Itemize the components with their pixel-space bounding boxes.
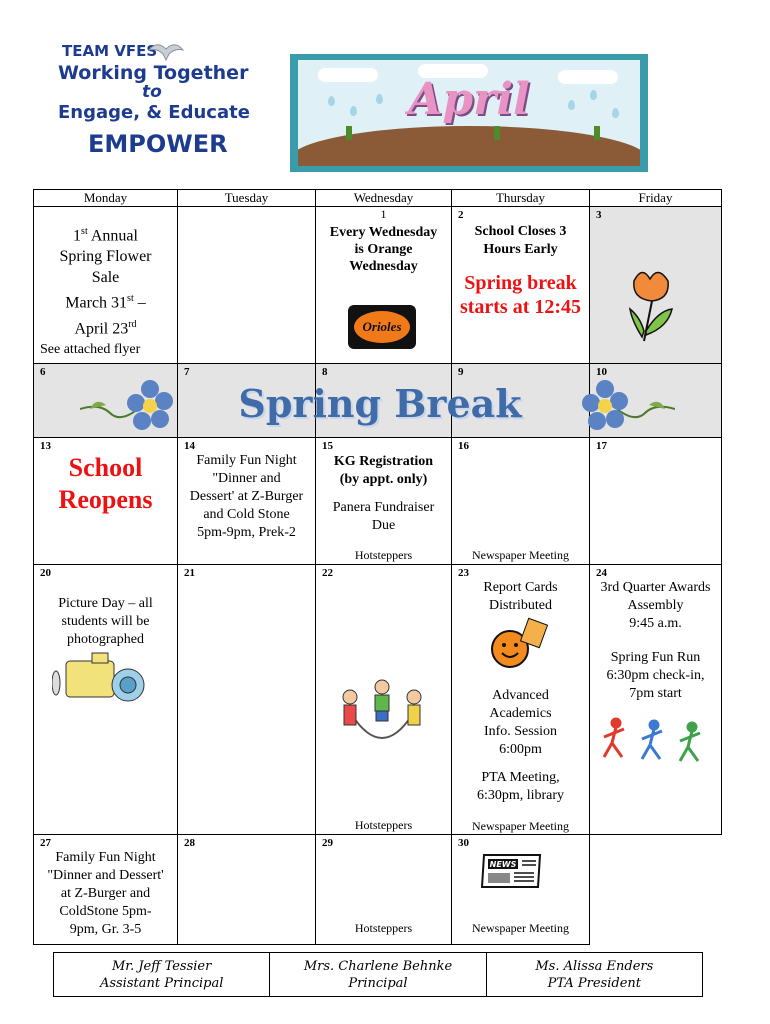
advanced-academics-event: Advanced Academics Info. Session 6:00pm	[483, 688, 558, 757]
day-cell-20	[34, 565, 178, 835]
signature-table	[53, 952, 703, 997]
spring-break-title: Spring Break	[238, 381, 522, 426]
week-row	[34, 835, 722, 945]
header-tuesday: Tuesday	[178, 190, 316, 207]
day-cell-blank	[178, 207, 316, 364]
april-banner	[290, 54, 648, 172]
day-cell-3	[590, 207, 722, 364]
picture-day-event: Picture Day – all students will be photographed	[58, 596, 153, 647]
day-cell-21	[178, 565, 316, 835]
day-number: 21	[184, 567, 195, 579]
april-calendar	[33, 189, 722, 945]
day-number: 3	[596, 209, 602, 221]
family-fun-night-event: Family Fun Night "Dinner and Dessert' at Z-Burger and ColdStone 5pm- 9pm, Gr. 3-5	[47, 850, 164, 937]
header-wednesday: Wednesday	[316, 190, 452, 207]
day-number: 7	[184, 366, 190, 378]
day-number: 20	[40, 567, 51, 579]
logo-to: to	[142, 82, 162, 102]
day-number: 23	[458, 567, 469, 579]
family-fun-night-event: Family Fun Night "Dinner and Dessert' at Z-Burger and Cold Stone 5pm-9pm, Prek-2	[189, 453, 304, 540]
day-cell-16	[452, 438, 590, 565]
day-cell-mar-31	[34, 207, 178, 364]
flyer-note: See attached flyer	[40, 342, 141, 357]
hotsteppers-label: Hotsteppers	[354, 548, 413, 562]
orioles-logo-icon: Orioles	[348, 305, 416, 349]
flower-left-icon	[80, 379, 180, 435]
calendar-header-row	[34, 190, 722, 207]
day-cell-30	[452, 835, 590, 945]
week-row	[34, 438, 722, 565]
day-number: 9	[458, 366, 464, 378]
day-cell-24	[590, 565, 722, 835]
day-number: 8	[322, 366, 328, 378]
signature-principal: Mrs. Charlene Behnke Principal	[270, 953, 486, 997]
week-row	[34, 207, 722, 364]
kg-registration-event: KG Registration (by appt. only)	[333, 454, 434, 487]
early-closing-event: School Closes 3 Hours Early	[474, 224, 567, 257]
day-cell-22	[316, 565, 452, 835]
day-cell-13	[34, 438, 178, 565]
panera-fundraiser-event: Panera Fundraiser Due	[332, 500, 435, 533]
hotsteppers-label: Hotsteppers	[354, 921, 413, 935]
header-friday: Friday	[590, 190, 722, 207]
newspaper-meeting-label: Newspaper Meeting	[472, 819, 569, 833]
header-thursday: Thursday	[452, 190, 590, 207]
runners-icon	[600, 717, 710, 765]
day-cell-14	[178, 438, 316, 565]
kids-jumping-rope-icon	[336, 675, 428, 749]
day-cell-2	[452, 207, 590, 364]
day-cell-1	[316, 207, 452, 364]
day-number: 15	[322, 440, 333, 452]
eagle-icon	[147, 40, 185, 62]
spring-fun-run-event: Spring Fun Run 6:30pm check-in, 7pm start	[606, 650, 705, 701]
day-number: 6	[40, 366, 46, 378]
day-number: 30	[458, 837, 469, 849]
week-row	[34, 565, 722, 835]
newspaper-meeting-label: Newspaper Meeting	[472, 921, 569, 935]
day-number: 28	[184, 837, 195, 849]
spring-break-notice: Spring break starts at 12:45	[459, 272, 582, 318]
awards-assembly-event: 3rd Quarter Awards Assembly 9:45 a.m.	[600, 580, 711, 631]
day-number: 10	[596, 366, 607, 378]
day-number: 17	[596, 440, 607, 452]
report-cards-event: Report Cards Distributed	[483, 580, 558, 613]
signature-assistant-principal: Mr. Jeff Tessier Assistant Principal	[54, 953, 270, 997]
camera-icon	[52, 647, 148, 707]
header-monday: Monday	[34, 190, 178, 207]
day-number: 22	[322, 567, 333, 579]
logo-working-together: Working Together	[58, 62, 249, 84]
tulip-icon	[624, 265, 680, 345]
day-number: 14	[184, 440, 195, 452]
newspaper-meeting-label: Newspaper Meeting	[472, 548, 569, 562]
day-number: 1	[380, 207, 387, 221]
team-vfes-logo	[52, 40, 250, 165]
day-cell-29	[316, 835, 452, 945]
day-number: 16	[458, 440, 469, 452]
banner-title: April	[408, 74, 530, 125]
logo-team-vfes: TEAM VFES	[62, 42, 158, 60]
hotsteppers-label: Hotsteppers	[354, 818, 413, 832]
flower-right-icon	[575, 379, 675, 435]
flower-sale-event: 1st Annual Spring Flower Sale March 31st – April 23rd	[59, 226, 152, 337]
spring-break-banner	[60, 375, 720, 435]
pta-meeting-event: PTA Meeting, 6:30pm, library	[476, 770, 565, 803]
day-cell-15	[316, 438, 452, 565]
svg-text:NEWS: NEWS	[489, 860, 517, 869]
day-number: 2	[458, 209, 464, 221]
day-cell-27	[34, 835, 178, 945]
logo-empower: EMPOWER	[88, 130, 228, 158]
day-cell-23	[452, 565, 590, 835]
day-cell-28	[178, 835, 316, 945]
day-number: 27	[40, 837, 51, 849]
orange-wednesday-event: Every Wednesday is Orange Wednesday	[329, 225, 438, 274]
day-cell-17	[590, 438, 722, 565]
signature-pta-president: Ms. Alissa Enders PTA President	[486, 953, 702, 997]
day-number: 24	[596, 567, 607, 579]
day-number: 13	[40, 440, 51, 452]
newspaper-icon	[480, 851, 544, 891]
report-card-icon	[488, 617, 552, 673]
logo-engage-educate: Engage, & Educate	[58, 102, 250, 123]
school-reopens-notice: School Reopens	[58, 453, 153, 514]
day-number: 29	[322, 837, 333, 849]
